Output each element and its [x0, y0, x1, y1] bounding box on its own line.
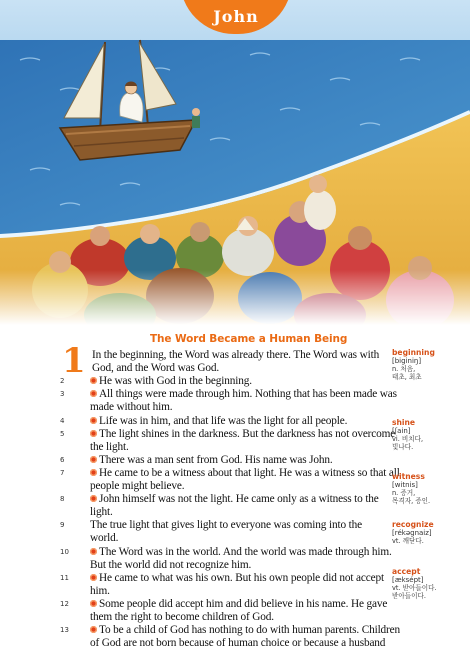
verse-text: In the beginning, the Word was already there. The Word was with	[92, 349, 380, 361]
verse-number: 5	[60, 429, 65, 438]
verse-number: 13	[60, 626, 69, 635]
verse-number: 4	[60, 416, 65, 425]
verse-line	[90, 388, 397, 401]
verse-audio-marker-icon[interactable]	[90, 377, 97, 384]
verse-line	[92, 349, 379, 362]
verse-number: 8	[60, 495, 65, 504]
verse-text: All things were made through him. Nothing that has been made was	[99, 388, 397, 401]
verse-text: of God are not born because of human choice or because a husband	[90, 637, 386, 650]
verse-number: 12	[60, 599, 69, 608]
verse-text: There was a man sent from God. His name was John.	[99, 453, 333, 466]
glossary-pronunciation: [ʃain]	[392, 427, 411, 435]
verse-text: The Word was in the world. And the world was made through him.	[99, 545, 392, 558]
verse-text: He came to what was his own. But his own people did not accept	[99, 571, 384, 584]
glossary-definition: vt. 깨닫다.	[392, 537, 424, 545]
verse-line	[92, 362, 219, 375]
verse-text: He was with God in the beginning.	[99, 375, 252, 388]
verse-audio-marker-icon[interactable]	[90, 469, 97, 476]
verse-text: people might believe.	[90, 480, 185, 492]
glossary-definition: 태초, 최초	[392, 373, 422, 381]
verse-text: light.	[90, 506, 113, 519]
verse-text: world.	[90, 532, 119, 545]
glossary-word: beginning	[392, 348, 435, 357]
glossary-definition: n. 증거,	[392, 489, 416, 497]
verse-line	[90, 637, 385, 650]
glossary-pronunciation: [rékəgnaiz]	[392, 529, 432, 537]
verse-text: John himself was not the light. He came only as a witness to the	[99, 493, 379, 506]
verse-audio-marker-icon[interactable]	[90, 417, 97, 424]
glossary-pronunciation: [æksépt]	[392, 576, 424, 584]
glossary-definition: 빛나다.	[392, 443, 414, 451]
verse-line	[90, 585, 110, 598]
verse-line	[90, 572, 384, 585]
glossary-entry	[392, 567, 470, 600]
verse-text: Life was in him, and that life was the light for all people.	[99, 414, 348, 427]
verse-text: God, and the Word was God.	[92, 362, 220, 375]
glossary-word: recognize	[392, 520, 434, 529]
section-heading: The Word Became a Human Being	[150, 333, 348, 345]
verse-number: 7	[60, 468, 65, 477]
verse-line	[90, 559, 251, 572]
verse-text: The light shines in the darkness. But the darkness has not overcome	[99, 427, 396, 440]
glossary-word: shine	[392, 418, 416, 427]
glossary-definition: 받아들이다.	[392, 592, 426, 600]
glossary-pronunciation: [witnis]	[392, 481, 418, 489]
verse-audio-marker-icon[interactable]	[90, 495, 97, 502]
glossary-definition: vt. 받아들이다.	[392, 584, 437, 592]
glossary-word: witness	[392, 472, 425, 481]
glossary-definition: vi. 비치다,	[392, 435, 424, 443]
verse-text: To be a child of God has nothing to do with human parents. Children	[99, 624, 401, 637]
verse-audio-marker-icon[interactable]	[90, 390, 97, 397]
verse-line	[90, 624, 400, 637]
verse-audio-marker-icon[interactable]	[90, 548, 97, 555]
verse-number: 6	[60, 455, 65, 464]
verse-line	[90, 546, 392, 559]
verse-number: 3	[60, 390, 65, 399]
verse-line	[90, 401, 172, 414]
verse-line	[90, 611, 274, 624]
verse-line	[90, 428, 395, 441]
verse-audio-marker-icon[interactable]	[90, 600, 97, 607]
page-title: John	[213, 7, 259, 26]
verse-line	[90, 480, 184, 493]
book-title-tab	[180, 0, 292, 34]
glossary-definition: n. 처음,	[392, 365, 416, 373]
verse-text: him.	[90, 584, 110, 597]
verse-number: 10	[60, 547, 69, 556]
verse-audio-marker-icon[interactable]	[90, 626, 97, 633]
glossary-pronunciation: [biginiŋ]	[392, 357, 422, 365]
verse-text: Some people did accept him and did believe in his name. He gave	[99, 597, 388, 610]
verse-line	[90, 415, 347, 428]
verse-text: them the right to become children of God.	[90, 611, 274, 623]
verse-audio-marker-icon[interactable]	[90, 456, 97, 463]
verse-number: 2	[60, 377, 65, 386]
verse-line	[90, 493, 379, 506]
verse-line	[90, 467, 400, 480]
glossary-entry	[392, 520, 470, 545]
glossary-entry	[392, 418, 470, 451]
verse-text: made without him.	[90, 401, 173, 414]
glossary-word: accept	[392, 567, 421, 576]
verse-line	[90, 506, 113, 519]
verse-audio-marker-icon[interactable]	[90, 574, 97, 581]
glossary-definition: 목격자, 증인.	[392, 497, 431, 505]
glossary-entry	[392, 348, 470, 381]
verse-number: 9	[60, 521, 65, 530]
verse-line	[90, 441, 129, 454]
verse-text: He came to be a witness about that light. He was a witness so that all	[99, 466, 400, 479]
verse-number: 11	[60, 573, 69, 582]
verse-text: But the world did not recognize him.	[90, 558, 252, 571]
chapter-number: 1	[62, 341, 86, 381]
verse-audio-marker-icon[interactable]	[90, 430, 97, 437]
verse-text: the light.	[90, 440, 129, 453]
verse-line	[90, 532, 118, 545]
verse-line	[90, 375, 252, 388]
verse-text: The true light that gives light to everyone was coming into the	[90, 519, 362, 532]
verse-line	[90, 519, 362, 532]
verse-line	[90, 598, 387, 611]
glossary-entry	[392, 472, 470, 505]
verse-line	[90, 454, 333, 467]
